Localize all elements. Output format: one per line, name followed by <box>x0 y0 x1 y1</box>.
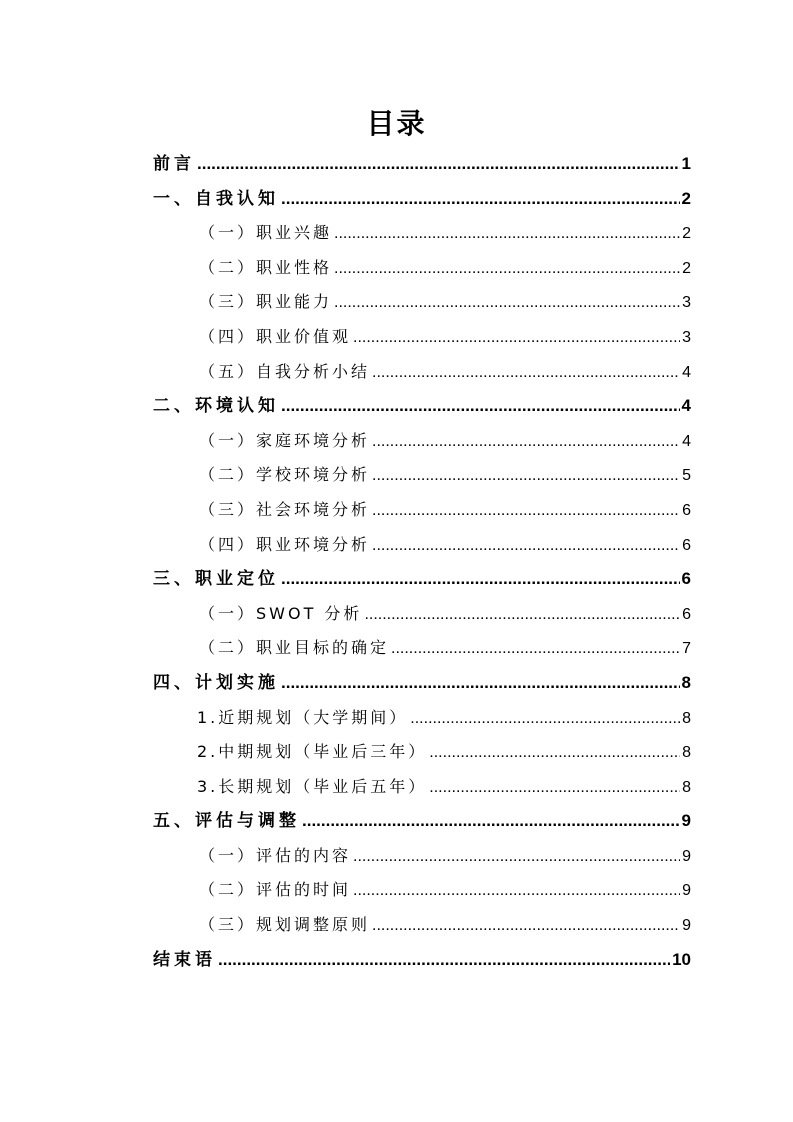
dot-leader <box>353 321 680 355</box>
toc-entry-evaluation-adjustment[interactable] <box>153 804 691 839</box>
dot-leader <box>281 389 680 424</box>
toc-page-number: 10 <box>672 949 691 969</box>
dot-leader <box>429 736 680 770</box>
dot-leader <box>302 804 680 839</box>
toc-entry-mid-term-plan[interactable] <box>153 735 691 770</box>
dot-leader <box>353 874 680 908</box>
toc-entry-label: （二）评估的时间 <box>199 880 352 900</box>
toc-entry-career-values[interactable] <box>153 320 691 355</box>
dot-leader <box>353 840 680 874</box>
toc-page-number: 2 <box>681 188 691 208</box>
toc-entry-family-environment[interactable] <box>153 424 691 459</box>
table-of-contents <box>153 147 691 977</box>
toc-page-number: 5 <box>682 467 691 485</box>
toc-entry-adjustment-principles[interactable] <box>153 908 691 943</box>
dot-leader <box>334 286 680 320</box>
dot-leader <box>197 147 680 182</box>
dot-leader <box>372 356 680 390</box>
toc-entry-label: 前言 <box>153 154 195 174</box>
toc-page-number: 6 <box>682 536 691 554</box>
toc-entry-label: （二）职业性格 <box>199 257 333 277</box>
toc-entry-career-interest[interactable] <box>153 216 691 251</box>
toc-entry-short-term-plan[interactable] <box>153 701 691 736</box>
dot-leader <box>391 632 680 666</box>
toc-entry-label: （四）职业价值观 <box>199 326 352 346</box>
toc-entry-label: （三）职业能力 <box>199 292 333 312</box>
dot-leader <box>281 182 680 217</box>
dot-leader <box>429 771 680 805</box>
toc-page-number: 2 <box>682 259 691 277</box>
toc-entry-label: （一）家庭环境分析 <box>199 430 371 450</box>
toc-page-number: 3 <box>682 328 691 346</box>
toc-entry-label: 一、自我认知 <box>153 188 279 209</box>
toc-page-number: 8 <box>682 709 691 727</box>
toc-entry-evaluation-time[interactable] <box>153 873 691 908</box>
toc-entry-label: （四）职业环境分析 <box>199 534 371 554</box>
toc-entry-label: 1.近期规划（大学期间） <box>197 707 409 727</box>
toc-page-number: 8 <box>682 778 691 796</box>
dot-leader <box>372 529 680 563</box>
toc-entry-long-term-plan[interactable] <box>153 770 691 805</box>
toc-page-number: 4 <box>682 432 691 450</box>
toc-entry-label: 三、职业定位 <box>153 569 279 590</box>
dot-leader <box>372 425 680 459</box>
toc-entry-label: （一）职业兴趣 <box>199 223 333 243</box>
toc-page-number: 4 <box>682 363 691 381</box>
toc-title: 目录 <box>366 107 427 140</box>
dot-leader <box>410 702 680 736</box>
toc-page-number: 1 <box>681 154 691 173</box>
toc-page-number: 8 <box>681 672 691 692</box>
toc-page-number: 6 <box>682 501 691 519</box>
toc-entry-label: 2.中期规划（毕业后三年） <box>197 742 428 762</box>
toc-page-number: 7 <box>682 640 691 658</box>
toc-entry-self-analysis-summary[interactable] <box>153 355 691 390</box>
toc-entry-label: （三）社会环境分析 <box>199 499 371 519</box>
dot-leader <box>364 598 680 632</box>
toc-entry-label: （二）职业目标的确定 <box>199 638 390 658</box>
toc-entry-career-goal[interactable] <box>153 631 691 666</box>
toc-entry-label: （一）评估的内容 <box>199 845 352 865</box>
toc-page-number: 8 <box>682 744 691 762</box>
toc-entry-label: （一）SWOT 分析 <box>199 603 363 623</box>
toc-entry-career-environment[interactable] <box>153 528 691 563</box>
dot-leader <box>372 909 680 943</box>
toc-entry-label: 3.长期规划（毕业后五年） <box>197 776 428 796</box>
toc-page-number: 6 <box>682 605 691 623</box>
dot-leader <box>334 252 680 286</box>
toc-entry-label: （三）规划调整原则 <box>199 915 371 935</box>
toc-entry-career-personality[interactable] <box>153 251 691 286</box>
toc-entry-school-environment[interactable] <box>153 458 691 493</box>
dot-leader <box>334 217 680 251</box>
toc-entry-self-awareness[interactable] <box>153 182 691 217</box>
toc-entry-social-environment[interactable] <box>153 493 691 528</box>
toc-entry-preface[interactable] <box>153 147 691 182</box>
toc-entry-label: 结束语 <box>153 949 216 970</box>
toc-entry-career-ability[interactable] <box>153 285 691 320</box>
toc-entry-swot-analysis[interactable] <box>153 597 691 632</box>
dot-leader <box>281 562 680 597</box>
toc-page-number: 9 <box>682 847 691 865</box>
toc-entry-label: 五、评估与调整 <box>153 811 300 832</box>
toc-page-number: 3 <box>682 294 691 312</box>
toc-entry-label: （二）学校环境分析 <box>199 465 371 485</box>
toc-entry-plan-implementation[interactable] <box>153 666 691 701</box>
toc-page-number: 9 <box>682 882 691 900</box>
toc-entry-label: 四、计划实施 <box>153 672 279 693</box>
toc-entry-label: 二、环境认知 <box>153 396 279 417</box>
toc-page-number: 9 <box>681 811 691 831</box>
toc-page-number: 2 <box>682 225 691 243</box>
toc-entry-career-positioning[interactable] <box>153 562 691 597</box>
toc-entry-evaluation-content[interactable] <box>153 839 691 874</box>
toc-entry-conclusion[interactable] <box>153 943 691 978</box>
dot-leader <box>372 494 680 528</box>
dot-leader <box>281 666 680 701</box>
dot-leader <box>372 459 680 493</box>
toc-page-number: 9 <box>682 917 691 935</box>
toc-page-number: 4 <box>681 396 691 416</box>
toc-page-number: 6 <box>681 569 691 589</box>
dot-leader <box>218 943 670 978</box>
toc-entry-environment-awareness[interactable] <box>153 389 691 424</box>
toc-entry-label: （五）自我分析小结 <box>199 361 371 381</box>
